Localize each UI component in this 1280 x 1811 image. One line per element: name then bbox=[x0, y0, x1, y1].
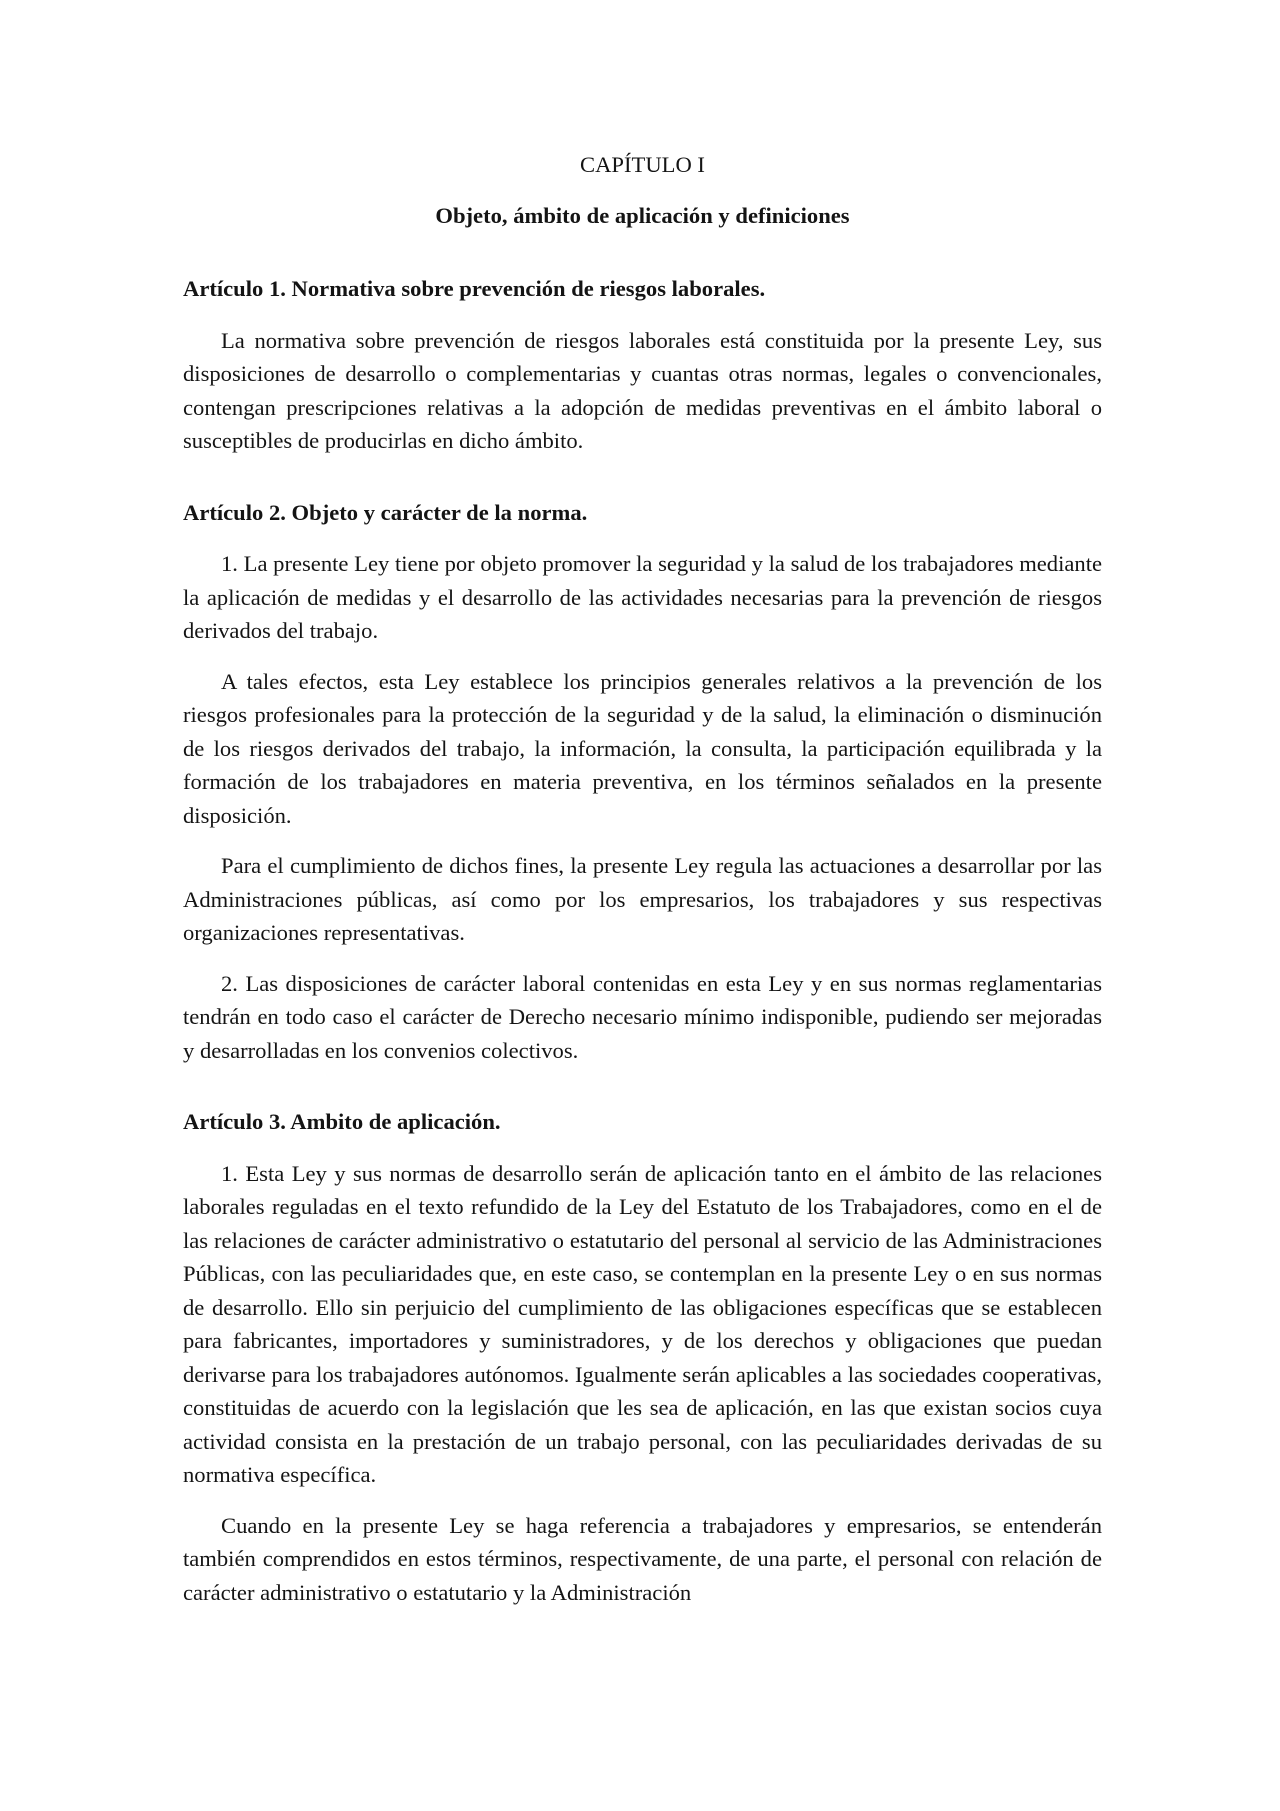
paragraph: A tales efectos, esta Ley establece los principios generales relativos a la prevención de los riesgos profesionales para la protección de la seguridad y de la salud, la eliminación o disminución de los riesgos derivados del trabajo, la información, la consulta, la participación equilibrada y la formación de los trabajadores en materia preventiva, en los términos señalados en la presente disposición. bbox=[183, 668, 1102, 828]
paragraph: 1. La presente Ley tiene por objeto promover la seguridad y la salud de los trabajadores mediante la aplicación de medidas y el desarrollo de las actividades necesarias para la prevención de riesgos derivados del trabajo. bbox=[183, 551, 1102, 643]
article-heading: Artículo 2. Objeto y carácter de la norma. bbox=[183, 499, 588, 525]
chapter-subtitle: Objeto, ámbito de aplicación y definiciones bbox=[435, 202, 850, 228]
paragraph: Cuando en la presente Ley se haga referencia a trabajadores y empresarios, se entenderán también comprendidos en estos términos, respectivamente, de una parte, el personal con relación de carácter administrativo o estatutario y la Administración bbox=[183, 1512, 1102, 1605]
article-1 bbox=[183, 272, 1102, 458]
paragraph: 2. Las disposiciones de carácter laboral contenidas en esta Ley y en sus normas reglamentarias tendrán en todo caso el carácter de Derecho necesario mínimo indisponible, pudiendo ser mejoradas y desarrolladas en los convenios colectivos. bbox=[183, 970, 1102, 1063]
article-2 bbox=[183, 496, 1102, 1068]
chapter-title: CAPÍTULO I bbox=[580, 152, 705, 177]
article-heading: Artículo 1. Normativa sobre prevención de riesgos laborales. bbox=[183, 276, 766, 301]
article-3 bbox=[183, 1105, 1102, 1609]
paragraph: La normativa sobre prevención de riesgos laborales está constituida por la presente Ley, sus disposiciones de desarrollo o complementarias y cuantas otras normas, legales o convencionales, contengan prescripciones relativas a la adopción de medidas preventivas en el ámbito laboral o susceptibles de producirlas en dicho ámbito. bbox=[183, 327, 1102, 453]
article-heading: Artículo 3. Ambito de aplicación. bbox=[183, 1109, 501, 1134]
document-page bbox=[183, 148, 1102, 1626]
paragraph: 1. Esta Ley y sus normas de desarrollo serán de aplicación tanto en el ámbito de las relaciones laborales reguladas en el texto refundido de la Ley del Estatuto de los Trabajadores, como en el de las relaciones de carácter administrativo o estatutario del personal al servicio de las Administraciones Públicas, con las peculiaridades que, en este caso, se contemplan en la presente Ley o en sus normas de desarrollo. Ello sin perjuicio del cumplimiento de las obligaciones específicas que se establecen para fabricantes, importadores y suministradores, y de los derechos y obligaciones que puedan derivarse para los trabajadores autónomos. Igualmente serán aplicables a las sociedades cooperativas, constituidas de acuerdo con la legislación que les sea de aplicación, en las que existan socios cuya actividad consista en la prestación de un trabajo personal, con las peculiaridades derivadas de su normativa específica. bbox=[183, 1160, 1102, 1487]
paragraph: Para el cumplimiento de dichos fines, la presente Ley regula las actuaciones a desarrollar por las Administraciones públicas, así como por los empresarios, los trabajadores y sus respectivas organizaciones representativas. bbox=[183, 853, 1102, 945]
